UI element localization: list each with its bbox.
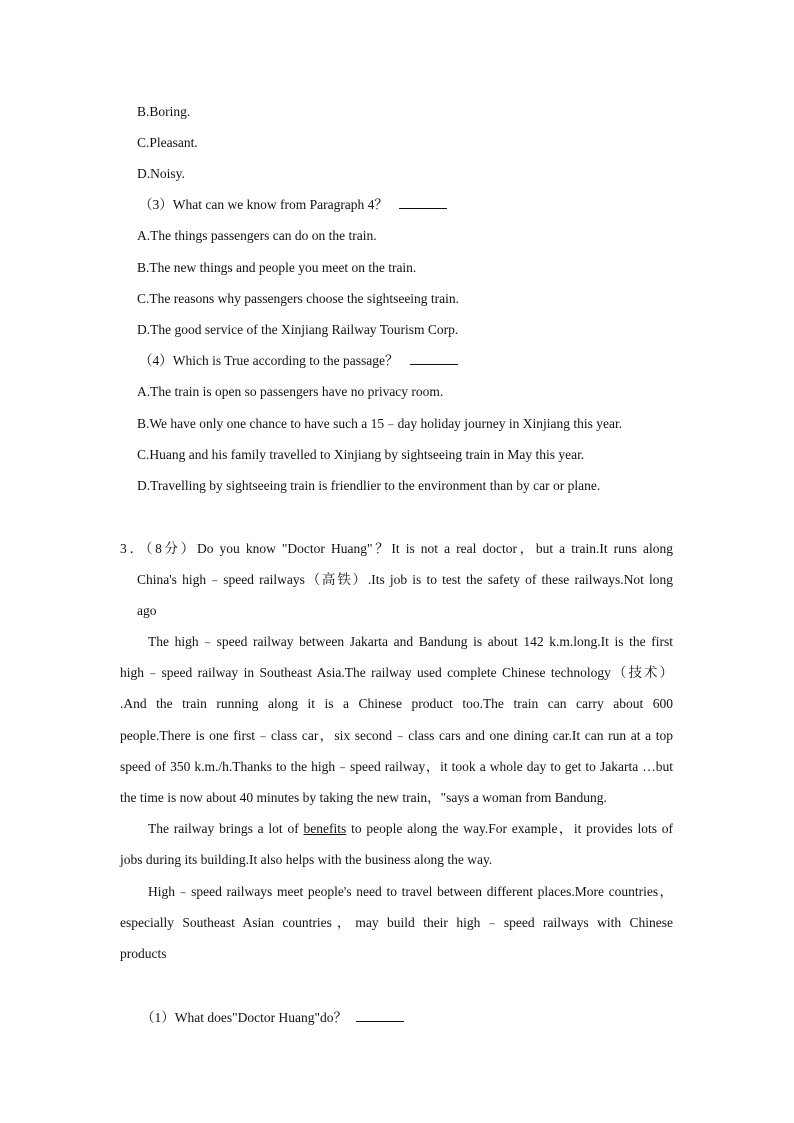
paragraph-1-line-2: high﹣speed railway in Southeast Asia.The railway used complete Chinese technology（技术） — [120, 665, 673, 680]
paragraph-3-line-2: especially Southeast Asian countries，may build their high﹣speed railways with Chinese — [120, 915, 673, 930]
question-4-stem — [139, 352, 458, 370]
paragraph-1-line-6: the time is now about 40 minutes by taking the new train，"says a woman from Bandung. — [120, 790, 607, 805]
option-c-pleasant: C.Pleasant. — [137, 135, 198, 150]
question-4-option-b: B.We have only one chance to have such a 15﹣day holiday journey in Xinjiang this year. — [137, 416, 623, 431]
paragraph-1-line-1: The high﹣speed railway between Jakarta and Bandung is about 142 k.m.long.It is the first — [148, 634, 673, 649]
paragraph-1-line-3: .And the train running along it is a Chinese product too.The train can carry about 600 — [120, 696, 673, 711]
question-4-text: （4）Which is True according to the passage？ — [139, 353, 399, 368]
underlined-word: benefits — [303, 821, 347, 836]
passage-header-line-3: ago — [137, 603, 157, 618]
paragraph-2-line-2: jobs during its building.It also helps with the business along the way. — [120, 852, 493, 867]
paragraph-2-prefix: The railway brings a lot of — [148, 821, 304, 836]
paragraph-2-suffix: to people along the way.For example，it provides lots of — [346, 821, 673, 836]
answer-blank — [356, 1009, 404, 1022]
sub-question-1-stem — [141, 1009, 404, 1027]
sub-question-1-text: （1）What does"Doctor Huang"do？ — [141, 1010, 347, 1025]
question-3-stem — [139, 196, 447, 214]
question-4-option-d: D.Travelling by sightseeing train is friendlier to the environment than by car or plane. — [137, 478, 601, 493]
question-3-option-b: B.The new things and people you meet on the train. — [137, 260, 417, 275]
paragraph-1-line-4: people.There is one first﹣class car，six second﹣class cars and one dining car.It can run at a top — [120, 728, 673, 743]
paragraph-2-line-1 — [148, 820, 673, 838]
answer-blank — [399, 196, 447, 209]
question-3-option-a: A.The things passengers can do on the train. — [137, 228, 377, 243]
question-3-text: （3）What can we know from Paragraph 4？ — [139, 197, 388, 212]
answer-blank — [410, 352, 458, 365]
passage-header-line-1: 3．（8分）Do you know "Doctor Huang"？It is not a real doctor，but a train.It runs along — [120, 541, 673, 556]
question-3-option-c: C.The reasons why passengers choose the sightseeing train. — [137, 291, 460, 306]
option-b-boring: B.Boring. — [137, 104, 191, 119]
passage-header-line-2: China's high﹣speed railways（高铁）.Its job is to test the safety of these railways.Not long — [137, 572, 673, 587]
paragraph-3-line-3: products — [120, 946, 167, 961]
question-3-option-d: D.The good service of the Xinjiang Railway Tourism Corp. — [137, 322, 459, 337]
paragraph-3-line-1: High﹣speed railways meet people's need to travel between different places.More countries， — [148, 884, 673, 899]
question-4-option-c: C.Huang and his family travelled to Xinjiang by sightseeing train in May this year. — [137, 447, 585, 462]
question-4-option-a: A.The train is open so passengers have no privacy room. — [137, 384, 444, 399]
paragraph-1-line-5: speed of 350 k.m./h.Thanks to the high﹣speed railway，it took a whole day to get to Jakarta …but — [120, 759, 673, 774]
option-d-noisy: D.Noisy. — [137, 166, 185, 181]
